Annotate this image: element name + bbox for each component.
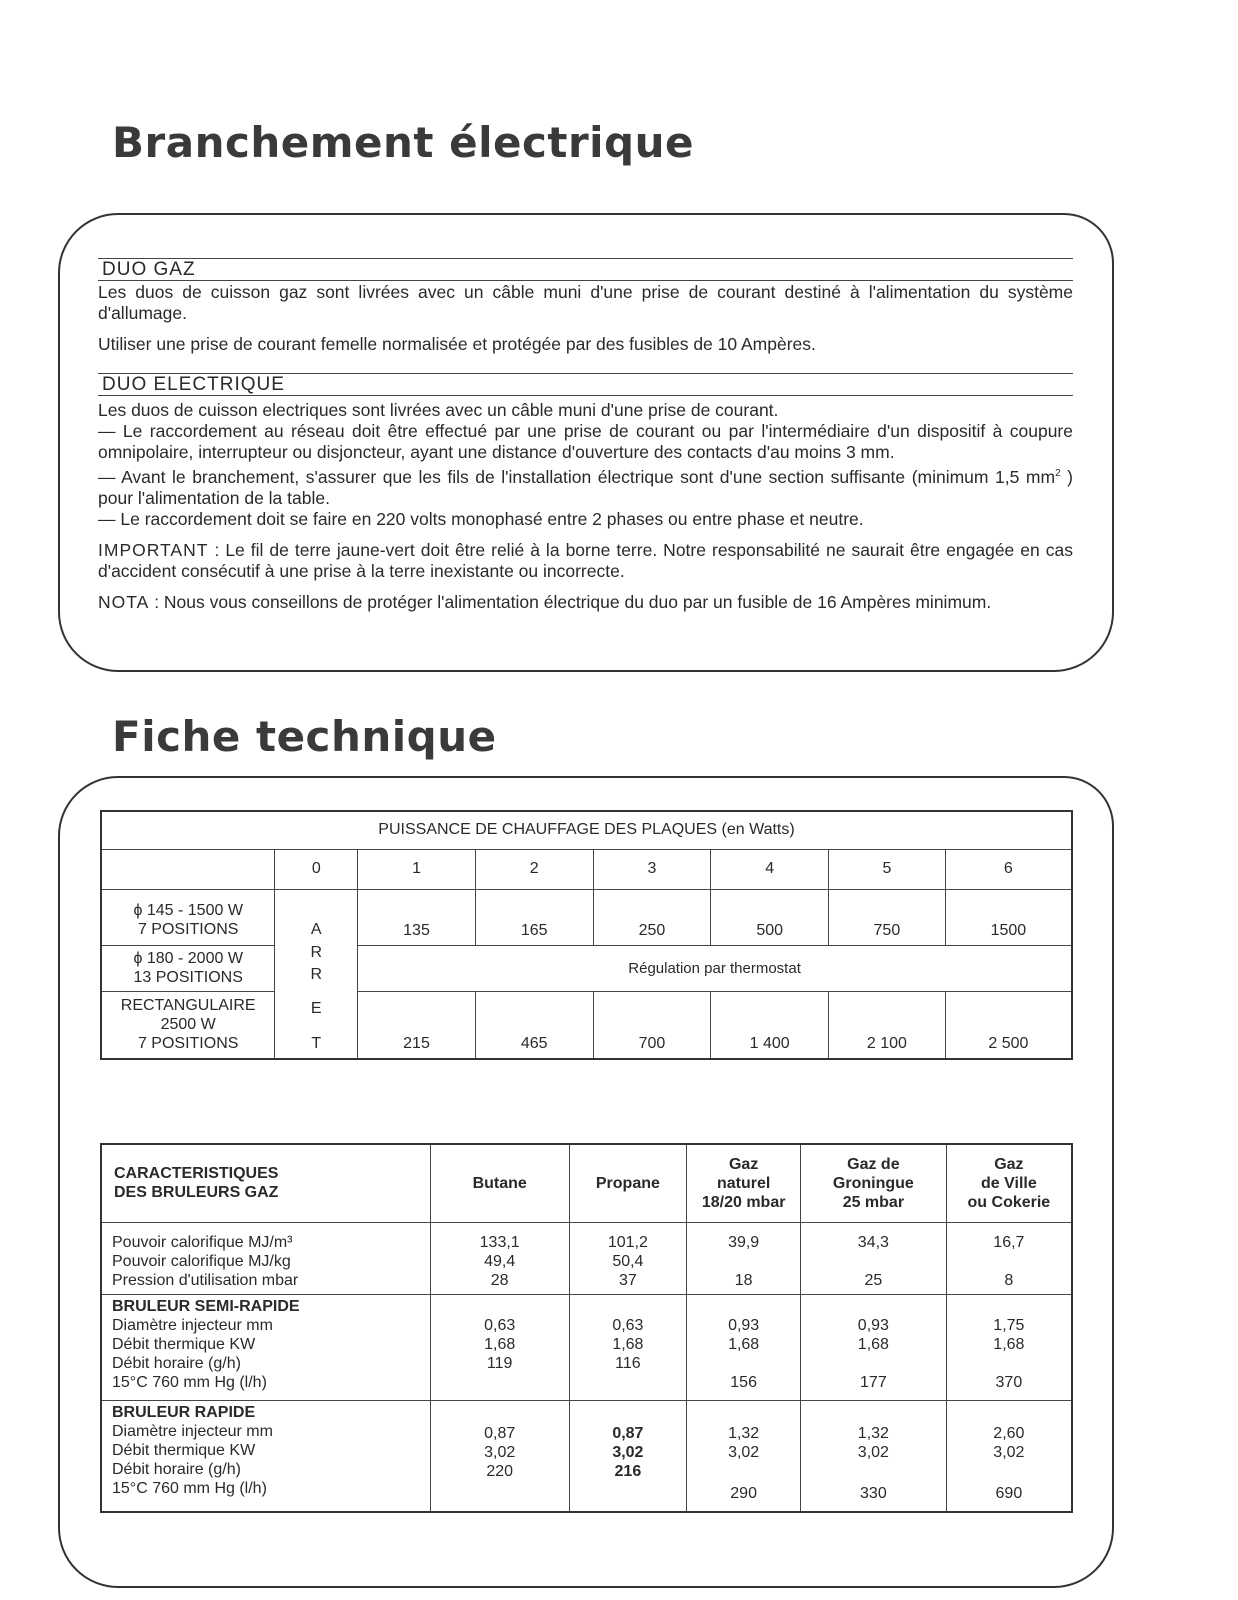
rapide-values-naturel (687, 1400, 801, 1512)
p3-text-a: — Avant le branchement, s'assurer que les fils de l'installation électrique sont d'une section suffisante (minimum 1,5 mm (98, 466, 1056, 487)
power-value: 750 (829, 889, 946, 945)
nota-label: NOTA (98, 591, 150, 612)
duo-gaz-heading-text: DUO GAZ (102, 259, 196, 280)
value: 0,63 (484, 1316, 516, 1334)
gas-column-header: Propane (569, 1144, 687, 1222)
duo-gaz-paragraph-1: Les duos de cuisson gaz sont livrées avec un câble muni d'une prise de courant destiné à l'alimentation du système d'allumage. (98, 282, 1073, 323)
p3-superscript: 2 (1055, 468, 1061, 479)
semi-values-groningue (801, 1294, 947, 1400)
power-value: 215 (358, 991, 476, 1059)
value: 16,7 (993, 1233, 1025, 1251)
power-value: 250 (593, 889, 711, 945)
gas-column-header: Gaz de Ville ou Cokerie (946, 1144, 1072, 1222)
property-label: Débit horaire (g/h) (112, 1354, 241, 1372)
gas-table-header-label: CARACTERISTIQUES DES BRULEURS GAZ (101, 1144, 430, 1222)
important-text: : Le fil de terre jaune-vert doit être relié à la borne terre. Notre responsabilité ne saurait être engagée en cas d'accident consécutif à une prise à la terre inexistante ou incorrecte. (98, 539, 1073, 581)
rapide-values-ville (946, 1400, 1072, 1512)
row-label-line: 2500 W (160, 1016, 216, 1034)
value: 25 (864, 1271, 883, 1289)
arret-letter: E (310, 1000, 322, 1017)
semi-rapide-labels (101, 1294, 430, 1400)
row-label-line: ϕ 180 - 2000 W (133, 950, 243, 967)
power-header-2: 2 (475, 849, 593, 889)
duo-gaz-paragraph-2: Utiliser une prise de courant femelle normalisée et protégée par des fusibles de 10 Ampères. (98, 334, 816, 354)
rapide-values-propane (569, 1400, 687, 1512)
general-values-groningue (801, 1222, 947, 1294)
value (947, 1252, 1071, 1271)
arret-letter: T (311, 1034, 322, 1052)
power-value: 135 (358, 889, 476, 945)
power-header-0: 0 (275, 849, 358, 889)
page-title-fiche: Fiche technique (112, 712, 497, 761)
rapide-values-groningue (801, 1400, 947, 1512)
value (801, 1252, 946, 1271)
value: 1,68 (484, 1335, 516, 1353)
general-values-naturel (687, 1222, 801, 1294)
gas-burner-table (100, 1143, 1073, 1513)
important-label: IMPORTANT (98, 539, 209, 560)
value: 1,68 (728, 1335, 760, 1353)
value: 101,2 (607, 1233, 648, 1251)
power-value: 2 100 (829, 991, 946, 1059)
arret-letter: R (310, 965, 323, 983)
power-row-label (101, 991, 275, 1059)
value: 28 (490, 1271, 509, 1289)
value (431, 1481, 569, 1500)
nota-note (98, 592, 1073, 613)
general-labels (101, 1222, 430, 1294)
value (570, 1373, 687, 1392)
value: 0,93 (857, 1316, 889, 1334)
value: 34,3 (857, 1233, 889, 1251)
property-label: Débit horaire (g/h) (112, 1460, 241, 1478)
value: 1,68 (857, 1335, 889, 1353)
power-value: 2 500 (945, 991, 1072, 1059)
value: 18 (734, 1271, 753, 1289)
value: 0,87 (484, 1424, 516, 1442)
duo-gaz-section (98, 258, 1073, 355)
value: 290 (730, 1484, 757, 1502)
row-label-line: 7 POSITIONS (137, 921, 239, 938)
row-label-line: 13 POSITIONS (133, 969, 243, 986)
power-table (100, 810, 1073, 1060)
value: 330 (860, 1484, 887, 1502)
power-value: 165 (475, 889, 593, 945)
value (687, 1354, 800, 1373)
value: 216 (614, 1462, 642, 1480)
semi-values-butane (430, 1294, 569, 1400)
value: 3,02 (993, 1443, 1025, 1461)
value: 39,9 (728, 1233, 760, 1251)
power-value: 1 400 (711, 991, 829, 1059)
property-label: Diamètre injecteur mm (112, 1316, 273, 1334)
value (687, 1462, 800, 1481)
value: 0,87 (612, 1424, 644, 1442)
property-label: Pouvoir calorifique MJ/kg (112, 1252, 291, 1270)
value: 0,63 (612, 1316, 644, 1334)
value: 133,1 (479, 1233, 520, 1251)
important-note (98, 540, 1073, 582)
value (947, 1462, 1071, 1481)
p3-text-b: ) pour l'alimentation de la table. (98, 466, 1073, 508)
duo-electrique-heading-text: DUO ELECTRIQUE (102, 374, 285, 395)
duo-electrique-paragraph-4: — Le raccordement doit se faire en 220 volts monophasé entre 2 phases ou entre phase et neutre. (98, 508, 864, 529)
general-values-propane (569, 1222, 687, 1294)
duo-electrique-section (98, 373, 1073, 613)
property-label: 15°C 760 mm Hg (l/h) (112, 1373, 267, 1391)
power-table-corner (101, 849, 275, 889)
general-values-butane (430, 1222, 569, 1294)
value (431, 1373, 569, 1392)
property-label: Pression d'utilisation mbar (112, 1271, 299, 1289)
power-value: 500 (711, 889, 829, 945)
power-value: 1500 (945, 889, 1072, 945)
power-table-caption: PUISSANCE DE CHAUFFAGE DES PLAQUES (en Watts) (101, 811, 1072, 849)
value: 370 (995, 1373, 1023, 1391)
arret-column (275, 889, 358, 1059)
rapide-title: BRULEUR RAPIDE (112, 1403, 256, 1421)
power-row-label (101, 945, 275, 991)
value: 8 (1004, 1271, 1014, 1289)
duo-gaz-heading (98, 258, 1073, 281)
power-value: 465 (475, 991, 593, 1059)
nota-text: : Nous vous conseillons de protéger l'alimentation électrique du duo par un fusible de 16 Ampères minimum. (149, 591, 992, 612)
value: 1,75 (993, 1316, 1025, 1334)
value: 1,32 (728, 1424, 760, 1442)
value (687, 1252, 800, 1271)
value: 0,93 (728, 1316, 760, 1334)
page-title-branchement: Branchement électrique (112, 118, 694, 167)
row-label-line: 7 POSITIONS (137, 1035, 239, 1053)
value: 3,02 (612, 1443, 644, 1461)
property-label: 15°C 760 mm Hg (l/h) (112, 1479, 267, 1497)
gas-column-header: Butane (430, 1144, 569, 1222)
row-label-line: ϕ 145 - 1500 W (133, 902, 243, 919)
value: 50,4 (612, 1252, 644, 1270)
value: 1,68 (993, 1335, 1025, 1353)
property-label: Diamètre injecteur mm (112, 1422, 273, 1440)
value: 119 (486, 1354, 513, 1372)
value: 3,02 (857, 1443, 889, 1461)
duo-electrique-paragraph-1: Les duos de cuisson electriques sont livrées avec un câble muni d'une prise de courant. (98, 400, 779, 420)
row-label-line: RECTANGULAIRE (120, 997, 256, 1015)
gas-column-header: Gaz naturel 18/20 mbar (687, 1144, 801, 1222)
power-value: 700 (593, 991, 711, 1059)
property-label: Débit thermique KW (112, 1335, 256, 1353)
value: 177 (860, 1373, 887, 1391)
semi-values-ville (946, 1294, 1072, 1400)
value: 156 (730, 1373, 757, 1391)
duo-electrique-heading (98, 373, 1073, 396)
duo-electrique-paragraph-2: — Le raccordement au réseau doit être effectué par une prise de courant ou par l'intermédiaire d'un dispositif à coupure omnipolaire, interrupteur ou disjoncteur, ayant une distance d'ouverture des contacts d'au moins 3 mm. (98, 421, 1073, 462)
value: 2,60 (993, 1424, 1025, 1442)
property-label: Pouvoir calorifique MJ/m³ (112, 1233, 293, 1251)
arret-letter: R (310, 944, 323, 961)
semi-rapide-title: BRULEUR SEMI-RAPIDE (112, 1297, 300, 1315)
rapide-labels (101, 1400, 430, 1512)
arret-letter: A (310, 920, 322, 938)
value (801, 1354, 946, 1373)
semi-values-naturel (687, 1294, 801, 1400)
value (801, 1462, 946, 1481)
property-label: Débit thermique KW (112, 1441, 256, 1459)
semi-values-propane (569, 1294, 687, 1400)
value (947, 1354, 1071, 1373)
value: 3,02 (728, 1443, 760, 1461)
value: 37 (618, 1271, 637, 1289)
power-header-1: 1 (358, 849, 476, 889)
general-values-ville (946, 1222, 1072, 1294)
value (570, 1481, 687, 1500)
thermostat-note: Régulation par thermostat (358, 945, 1072, 991)
value: 1,32 (857, 1424, 889, 1442)
gas-column-header: Gaz de Groningue 25 mbar (801, 1144, 947, 1222)
power-row-label (101, 889, 275, 945)
power-header-3: 3 (593, 849, 711, 889)
value: 49,4 (484, 1252, 516, 1270)
duo-electrique-paragraph-3 (98, 463, 1073, 509)
value: 220 (486, 1462, 514, 1480)
value: 690 (995, 1484, 1023, 1502)
power-header-4: 4 (711, 849, 829, 889)
rapide-values-butane (430, 1400, 569, 1512)
value: 116 (615, 1354, 641, 1372)
power-header-5: 5 (829, 849, 946, 889)
value: 3,02 (484, 1443, 516, 1461)
value: 1,68 (612, 1335, 644, 1353)
power-header-6: 6 (945, 849, 1072, 889)
